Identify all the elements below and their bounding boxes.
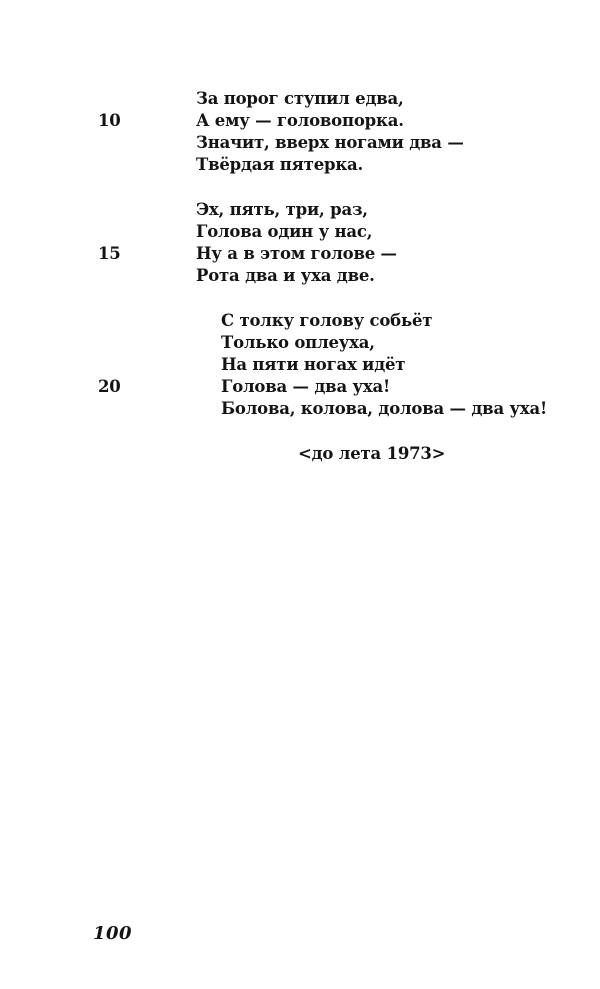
- poem-line: [0, 243, 600, 265]
- poem-line-text: Голова — два уха!: [221, 377, 391, 396]
- poem-line: [0, 154, 600, 176]
- poem-line: [0, 354, 600, 376]
- poem-line: [0, 110, 600, 132]
- stanza-1: [0, 88, 600, 176]
- poem-line: [0, 376, 600, 398]
- poem-line-text: Значит, вверх ногами два —: [196, 133, 464, 152]
- poem-date: <до лета 1973>: [298, 444, 446, 463]
- poem-line-text: А ему — головопорка.: [196, 111, 404, 130]
- poem-line-text: С толку голову собьёт: [221, 311, 433, 330]
- poem-line-text: Твёрдая пятерка.: [196, 155, 364, 174]
- page-number: 100: [93, 923, 133, 944]
- poem-line: [0, 132, 600, 154]
- poem-line-text: Голова один у нас,: [196, 222, 373, 241]
- poem-line: [0, 310, 600, 332]
- poem-line: [0, 199, 600, 221]
- poem-line-text: За порог ступил едва,: [196, 89, 404, 108]
- poem-line: [0, 88, 600, 110]
- poem-line-text: Эх, пять, три, раз,: [196, 200, 368, 219]
- stanza-3: [0, 310, 600, 420]
- poem: [0, 88, 600, 465]
- poem-line: [0, 332, 600, 354]
- poem-line: [0, 265, 600, 287]
- line-number: 10: [98, 111, 121, 130]
- poem-line: [0, 221, 600, 243]
- line-number: 20: [98, 377, 121, 396]
- stanza-2: [0, 199, 600, 287]
- poem-line-text: Только оплеуха,: [221, 333, 375, 352]
- poem-line-text: Рота два и уха две.: [196, 266, 375, 285]
- poem-line-text: Ну а в этом голове —: [196, 244, 397, 263]
- poem-line-text: Болова, колова, долова — два уха!: [221, 399, 548, 418]
- poem-line: [0, 398, 600, 420]
- poem-line-text: На пяти ногах идёт: [221, 355, 406, 374]
- line-number: 15: [98, 244, 121, 263]
